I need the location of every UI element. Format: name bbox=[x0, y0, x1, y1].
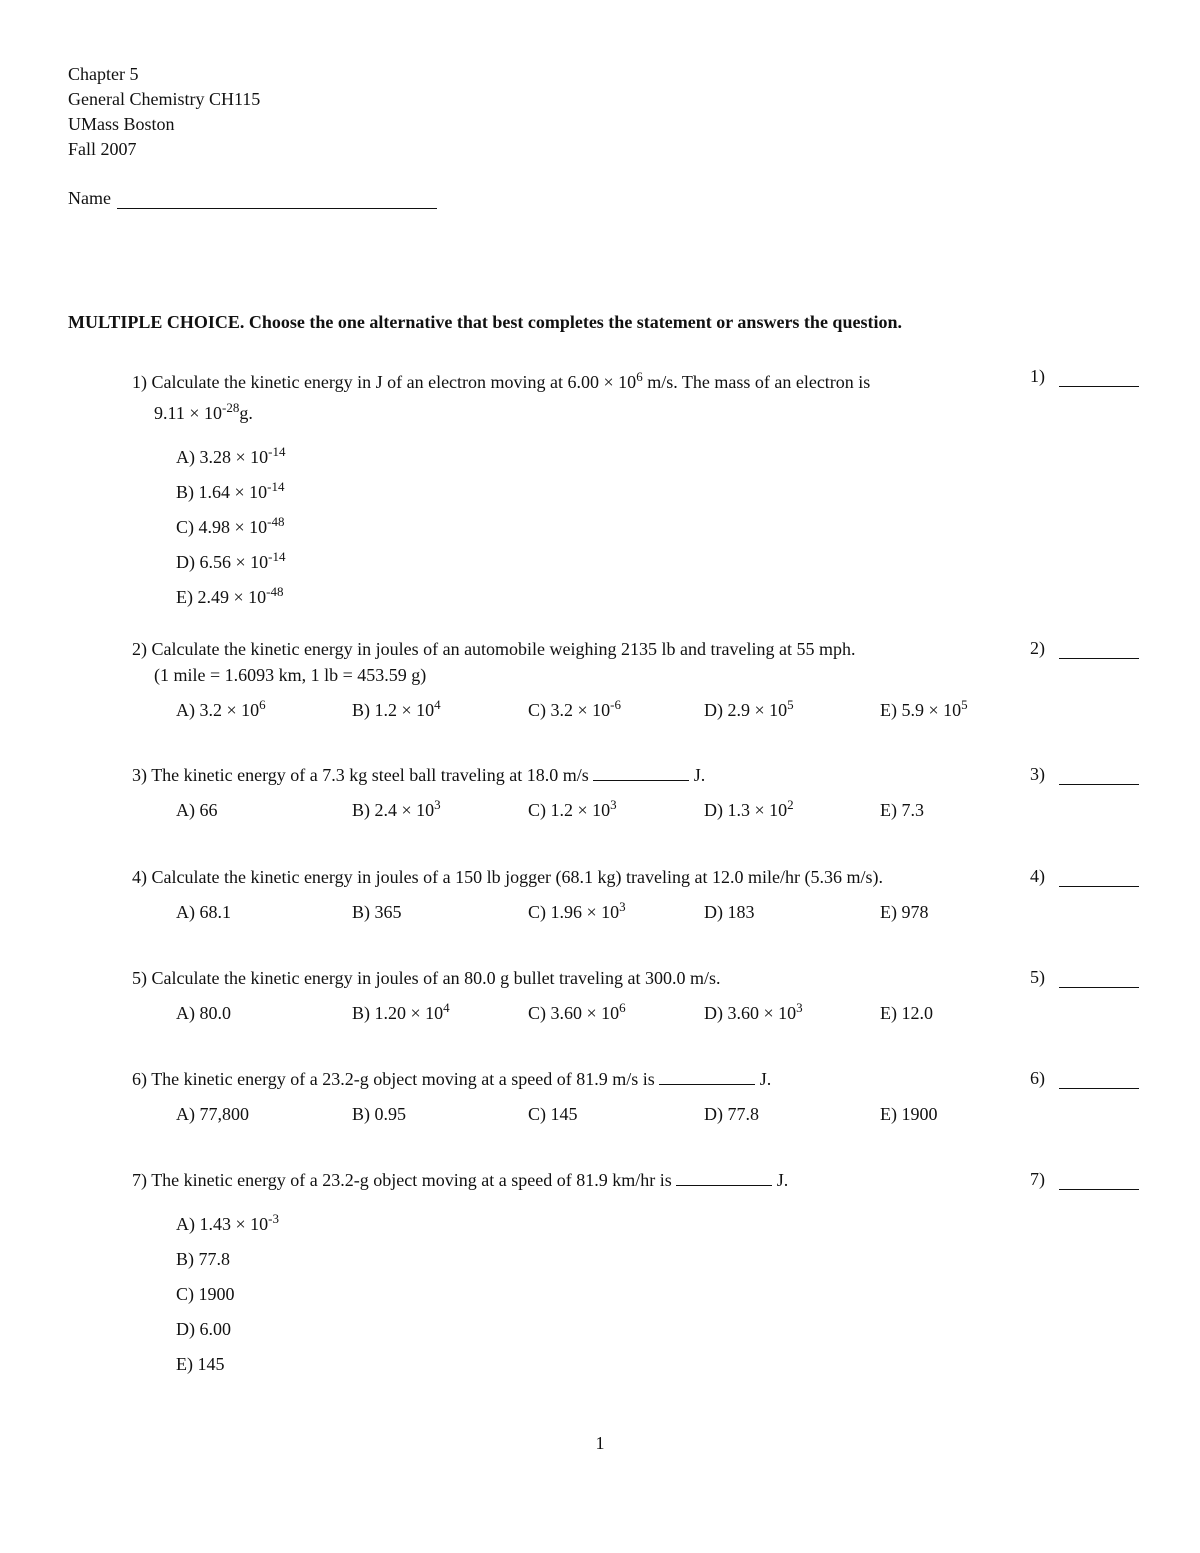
choice-option[interactable]: A) $3.2 \times 10^6$ bbox=[176, 697, 266, 720]
document-header bbox=[68, 62, 260, 162]
choice-option[interactable]: D) 183 bbox=[704, 902, 755, 922]
choice-option[interactable]: A) 77,800 bbox=[176, 1104, 249, 1124]
choice-option[interactable]: C) $3.60 \times 10^6$ bbox=[528, 1000, 626, 1023]
question-3: 3) The kinetic energy of a 7.3 kg steel ball traveling at 18.0 m/s J. A) 66 B) $2.4 \times 10^3$ C) $1.2 \times 10^3$ D) $1.3 \times 10^2$ E) 7.3 bbox=[132, 762, 1012, 823]
question-1: 1) Calculate the kinetic energy in J of an electron moving at $6.00 \times 10^6$ m/s. The mass of an electron is $9.11 \times 10^{-28}g$. A) $3.28 \times 10^{-14}$ B) $1.64 \times 10^{-14}$ C) $4.98 \times 10^{-48}$ D) $6.56 \times 10^{-14}$ E) $2.49 \times 10^{-48}$ bbox=[132, 364, 1012, 609]
answer-blank[interactable] bbox=[1059, 868, 1139, 887]
choice-option[interactable]: B) 0.95 bbox=[352, 1104, 406, 1124]
answer-slot-2: 2) bbox=[1030, 638, 1139, 659]
question-7: 7) The kinetic energy of a 23.2-g object moving at a speed of 81.9 km/hr is J. A) $1.43 \times 10^{-3}$ B) 77.8 C) 1900 D) 6.00 E) 145 bbox=[132, 1167, 1012, 1376]
question-6: 6) The kinetic energy of a 23.2-g object moving at a speed of 81.9 m/s is J. A) 77,800 B) 0.95 C) 145 D) 77.8 E) 1900 bbox=[132, 1066, 1012, 1127]
question-5: 5) Calculate the kinetic energy in joules of an 80.0 g bullet traveling at 300.0 m/s. A) 80.0 B) $1.20 \times 10^4$ C) $3.60 \times 10^6$ D) $3.60 \times 10^3$ E) 12.0 bbox=[132, 965, 1012, 1026]
choice-option[interactable]: E) 978 bbox=[880, 902, 929, 922]
choice-option[interactable]: E) 7.3 bbox=[880, 800, 924, 820]
choice-option[interactable]: E) 145 bbox=[176, 1354, 225, 1374]
choice-option[interactable]: D) $2.9 \times 10^5$ bbox=[704, 697, 794, 720]
answer-slot-6: 6) bbox=[1030, 1068, 1139, 1089]
question-4: 4) Calculate the kinetic energy in joules of a 150 lb jogger (68.1 kg) traveling at 12.0 mile/hr (5.36 m/s). A) 68.1 B) 365 C) $1.96 \times 10^3$ D) 183 E) 978 bbox=[132, 864, 1012, 925]
choice-option[interactable]: C) $1.96 \times 10^3$ bbox=[528, 899, 626, 922]
choice-option[interactable]: C) $4.98 \times 10^{-48}$ bbox=[176, 514, 285, 537]
chapter-line: Chapter 5 bbox=[68, 64, 139, 84]
school-line: UMass Boston bbox=[68, 114, 175, 134]
question-5-choices bbox=[132, 995, 1012, 1026]
choice-option[interactable]: D) 6.00 bbox=[176, 1319, 231, 1339]
answer-blank[interactable] bbox=[1059, 1070, 1139, 1089]
question-3-choices bbox=[132, 792, 1012, 823]
question-number: 1) bbox=[132, 372, 147, 392]
choice-option[interactable]: A) 68.1 bbox=[176, 902, 231, 922]
inline-blank[interactable] bbox=[659, 1068, 755, 1085]
choice-option[interactable]: C) 1900 bbox=[176, 1284, 235, 1304]
answer-slot-7: 7) bbox=[1030, 1169, 1139, 1190]
answer-blank[interactable] bbox=[1059, 640, 1139, 659]
choice-option[interactable]: D) $1.3 \times 10^2$ bbox=[704, 797, 794, 820]
name-label: Name bbox=[68, 188, 111, 208]
choice-option[interactable]: E) 1900 bbox=[880, 1104, 938, 1124]
choice-option[interactable]: B) 77.8 bbox=[176, 1249, 230, 1269]
answer-slot-1: 1) bbox=[1030, 366, 1139, 387]
choice-option[interactable]: A) $3.28 \times 10^{-14}$ bbox=[176, 444, 286, 467]
question-6-choices bbox=[132, 1096, 1012, 1127]
term-line: Fall 2007 bbox=[68, 139, 137, 159]
answer-slot-3: 3) bbox=[1030, 764, 1139, 785]
question-1-stem: 1) Calculate the kinetic energy in J of an electron moving at $6.00 \times 10^6$ m/s. The mass of an electron is bbox=[132, 369, 871, 392]
inline-blank[interactable] bbox=[593, 764, 689, 781]
question-2-choices bbox=[132, 692, 1012, 723]
choice-option[interactable]: A) 66 bbox=[176, 800, 218, 820]
choice-option[interactable]: B) $1.2 \times 10^4$ bbox=[352, 697, 441, 720]
answer-blank[interactable] bbox=[1059, 1171, 1139, 1190]
instructions: MULTIPLE CHOICE. Choose the one alternative that best completes the statement or answers the question. bbox=[68, 312, 902, 332]
page-number: 1 bbox=[595, 1433, 605, 1453]
choice-option[interactable]: A) 80.0 bbox=[176, 1003, 231, 1023]
answer-slot-4: 4) bbox=[1030, 866, 1139, 887]
choice-option[interactable]: C) $3.2 \times 10^{-6}$ bbox=[528, 697, 621, 720]
choice-option[interactable]: B) $1.20 \times 10^4$ bbox=[352, 1000, 450, 1023]
choice-option[interactable]: C) $1.2 \times 10^3$ bbox=[528, 797, 617, 820]
question-1-choices bbox=[132, 434, 1012, 609]
choice-option[interactable]: E) 12.0 bbox=[880, 1003, 933, 1023]
choice-option[interactable]: B) $1.64 \times 10^{-14}$ bbox=[176, 479, 285, 502]
choice-option[interactable]: E) $5.9 \times 10^5$ bbox=[880, 697, 968, 720]
question-4-choices bbox=[132, 894, 1012, 925]
choice-option[interactable]: B) 365 bbox=[352, 902, 402, 922]
choice-option[interactable]: C) 145 bbox=[528, 1104, 578, 1124]
inline-blank[interactable] bbox=[676, 1169, 772, 1186]
choice-option[interactable]: D) $3.60 \times 10^3$ bbox=[704, 1000, 803, 1023]
choice-option[interactable]: A) $1.43 \times 10^{-3}$ bbox=[176, 1211, 279, 1234]
choice-option[interactable]: D) 77.8 bbox=[704, 1104, 759, 1124]
question-2: 2) Calculate the kinetic energy in joules of an automobile weighing 2135 lb and traveling at 55 mph. (1 mile = 1.6093 km, 1 lb = 453.59 g) A) $3.2 \times 10^6$ B) $1.2 \times 10^4$ C) $3.2 \times 10^{-6}$ D) $2.9 \times 10^5$ E) $5.9 \times 10^5$ bbox=[132, 636, 1012, 723]
answer-blank[interactable] bbox=[1059, 368, 1139, 387]
answer-blank[interactable] bbox=[1059, 969, 1139, 988]
answer-slot-5: 5) bbox=[1030, 967, 1139, 988]
answer-blank[interactable] bbox=[1059, 766, 1139, 785]
question-7-choices bbox=[132, 1201, 1012, 1376]
choice-option[interactable]: B) $2.4 \times 10^3$ bbox=[352, 797, 441, 820]
choice-option[interactable]: E) $2.49 \times 10^{-48}$ bbox=[176, 584, 284, 607]
course-line: General Chemistry CH115 bbox=[68, 89, 261, 109]
name-field[interactable] bbox=[117, 190, 437, 209]
name-row bbox=[68, 188, 437, 209]
choice-option[interactable]: D) $6.56 \times 10^{-14}$ bbox=[176, 549, 286, 572]
